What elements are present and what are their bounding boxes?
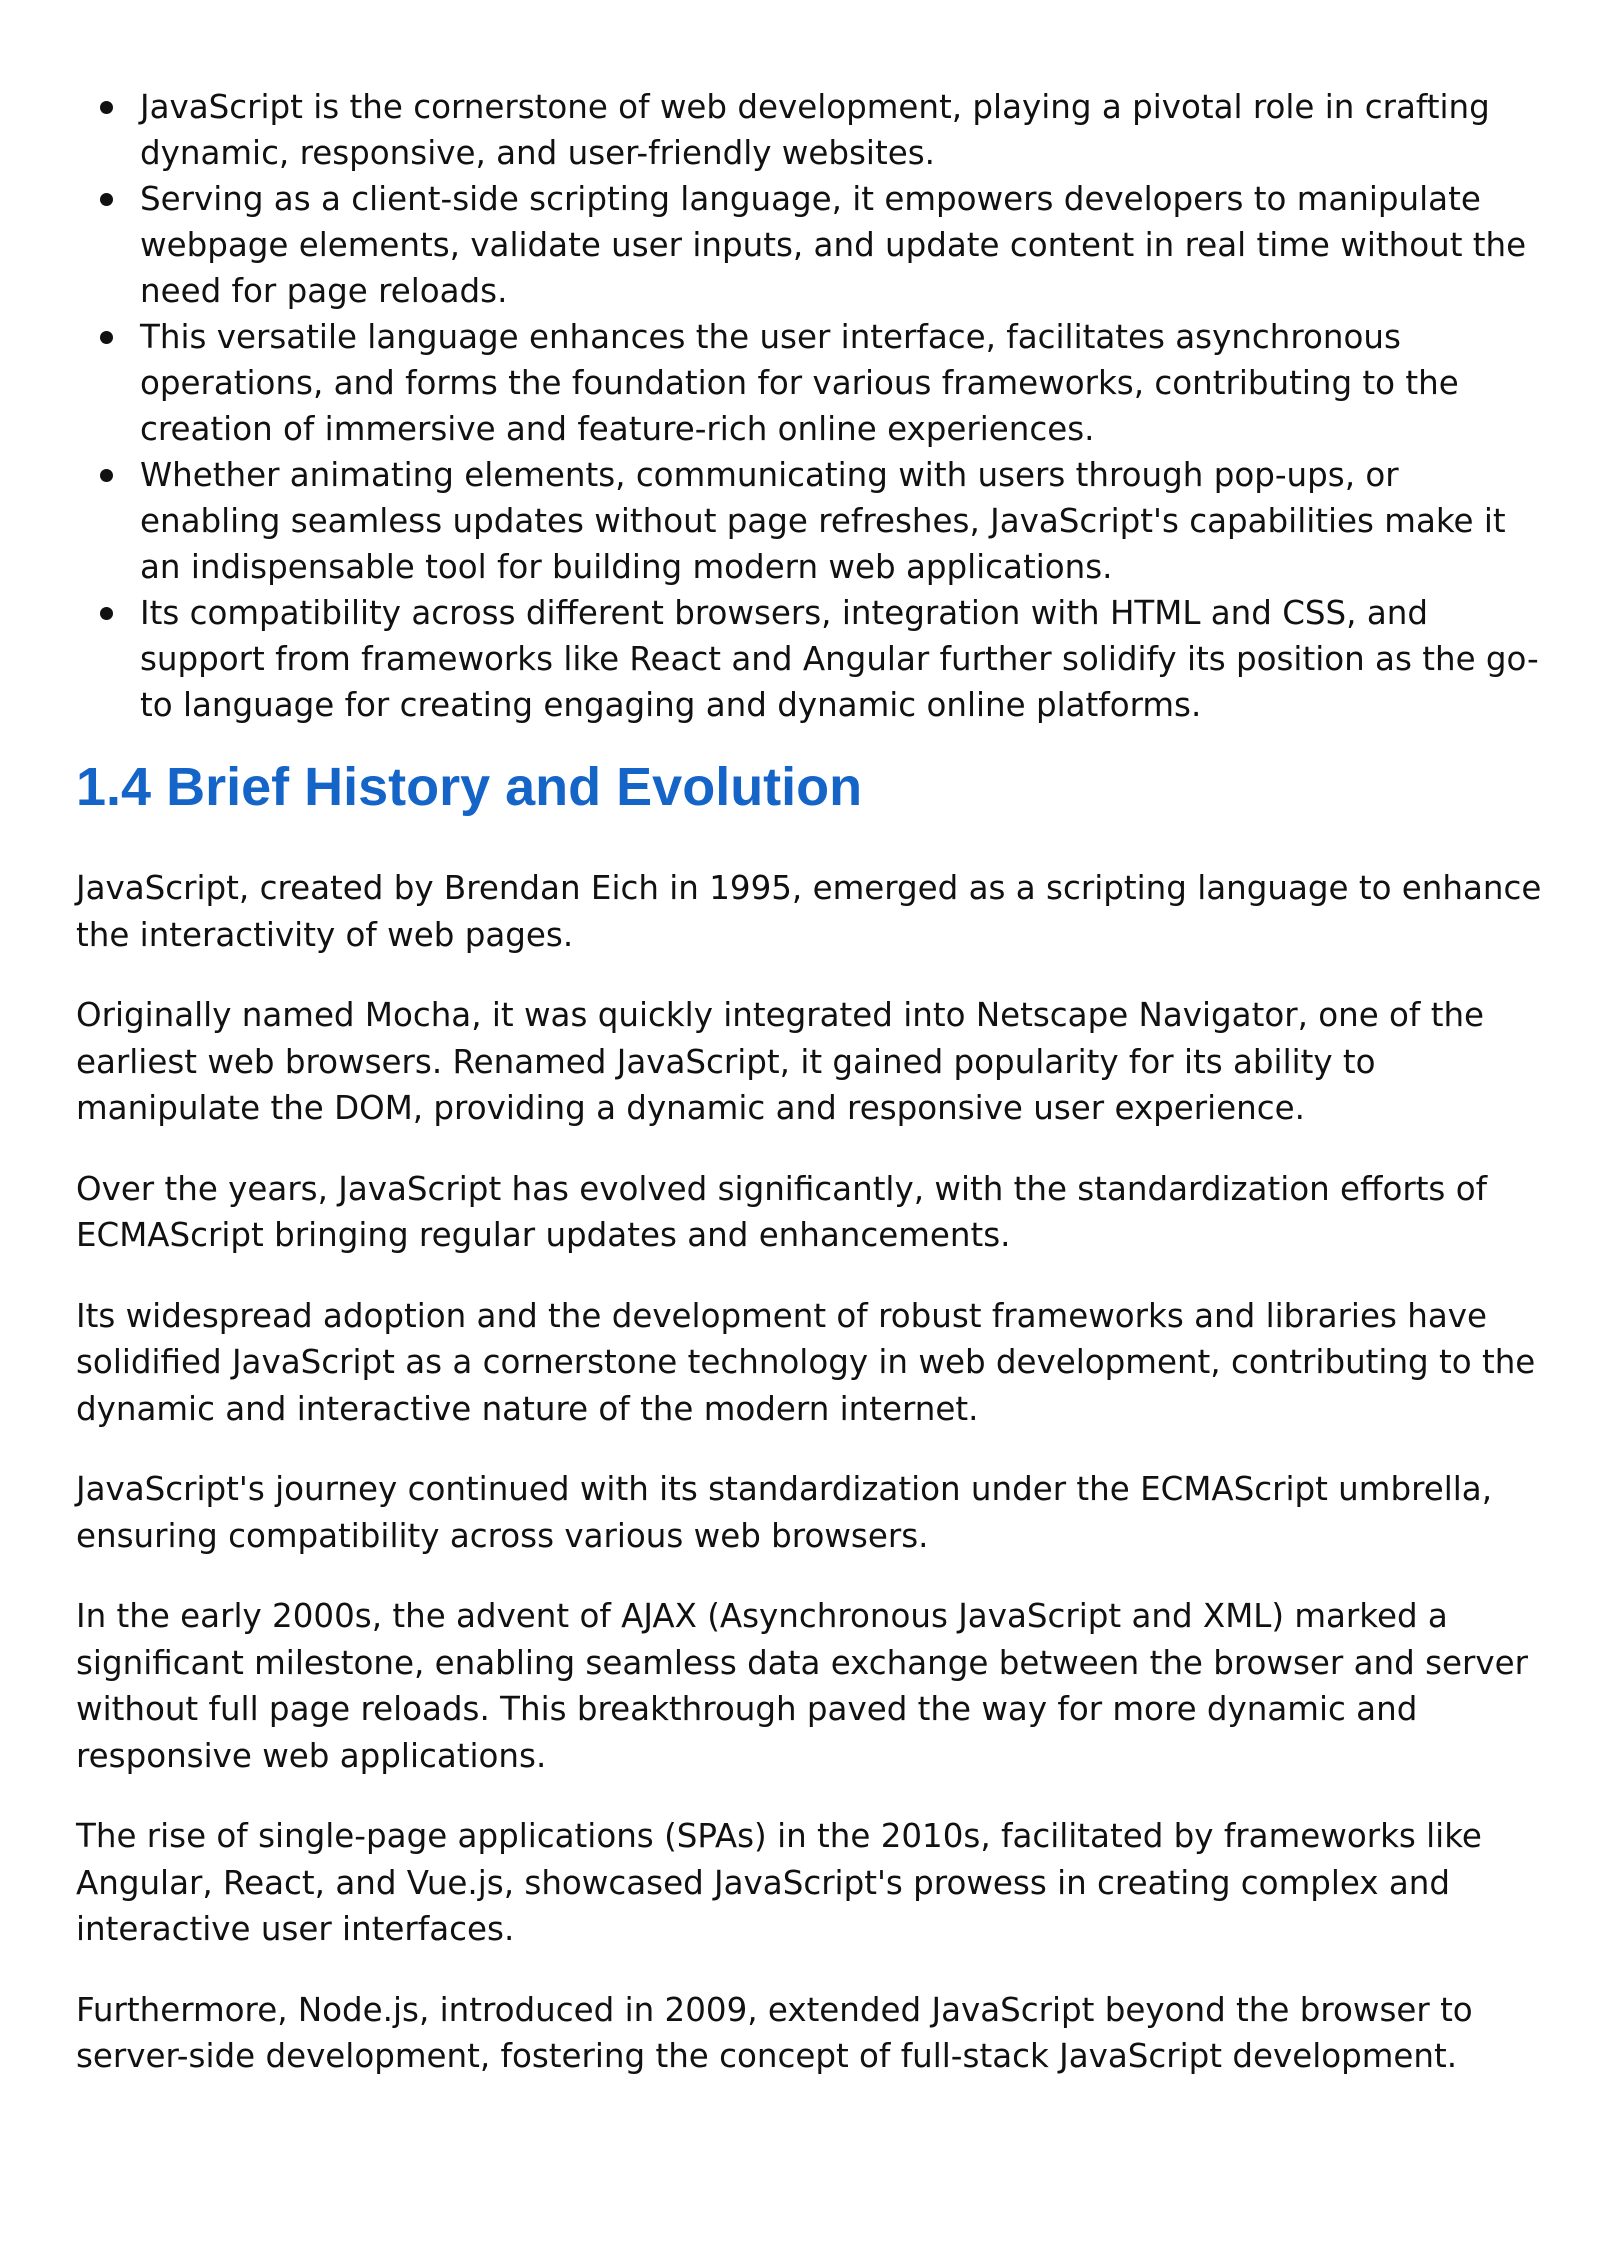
bullet-item (76, 590, 1546, 728)
bullet-text: This versatile language enhances the user interface, facilitates asynchronous operations, and forms the foundation for various frameworks, contributing to the creation of immersive and feature-rich online experiences. (140, 318, 1459, 448)
section-body (76, 865, 1554, 2114)
bullet-item (76, 84, 1546, 176)
bullet-icon (100, 331, 113, 344)
paragraph: Over the years, JavaScript has evolved significantly, with the standardization efforts of ECMAScript bringing regular updates and enhancements. (76, 1169, 1488, 1254)
paragraph: JavaScript's journey continued with its standardization under the ECMAScript umbrella, ensuring compatibility across various web browsers. (76, 1470, 1493, 1555)
bullet-icon (100, 469, 113, 482)
bullet-text: JavaScript is the cornerstone of web development, playing a pivotal role in crafting dynamic, responsive, and user-friendly websites. (140, 88, 1490, 172)
paragraph: Originally named Mocha, it was quickly integrated into Netscape Navigator, one of the earliest web browsers. Renamed JavaScript, it gained popularity for its ability to manipulate the DOM, providing a dynamic and responsive user experience. (76, 996, 1485, 1127)
section-heading: 1.4 Brief History and Evolution (76, 757, 863, 817)
bullet-item (76, 314, 1546, 452)
bullet-icon (100, 607, 113, 620)
paragraph: Furthermore, Node.js, introduced in 2009, extended JavaScript beyond the browser to server-side development, fostering the concept of full-stack JavaScript development. (76, 1990, 1473, 2075)
bullet-item (76, 176, 1546, 314)
paragraph: JavaScript, created by Brendan Eich in 1995, emerged as a scripting language to enhance the interactivity of web pages. (76, 869, 1542, 954)
bullet-list (76, 84, 1546, 728)
paragraph: In the early 2000s, the advent of AJAX (Asynchronous JavaScript and XML) marked a significant milestone, enabling seamless data exchange between the browser and server without full page reloads. This breakthrough paved the way for more dynamic and responsive web applications. (76, 1597, 1528, 1775)
bullet-icon (100, 101, 113, 114)
bullet-icon (100, 193, 113, 206)
bullet-text: Serving as a client-side scripting language, it empowers developers to manipulate webpage elements, validate user inputs, and update content in real time without the need for page reloads. (140, 180, 1527, 310)
bullet-text: Its compatibility across different browsers, integration with HTML and CSS, and support from frameworks like React and Angular further solidify its position as the go-to language for creating engaging and dynamic online platforms. (140, 594, 1539, 724)
bullet-text: Whether animating elements, communicating with users through pop-ups, or enabling seamless updates without page refreshes, JavaScript's capabilities make it an indispensable tool for building modern web applications. (140, 456, 1506, 586)
bullet-item (76, 452, 1546, 590)
paragraph: The rise of single-page applications (SPAs) in the 2010s, facilitated by frameworks like Angular, React, and Vue.js, showcased JavaScript's prowess in creating complex and interactive user interfaces. (76, 1817, 1482, 1948)
paragraph: Its widespread adoption and the development of robust frameworks and libraries have solidified JavaScript as a cornerstone technology in web development, contributing to the dynamic and interactive nature of the modern internet. (76, 1296, 1536, 1428)
